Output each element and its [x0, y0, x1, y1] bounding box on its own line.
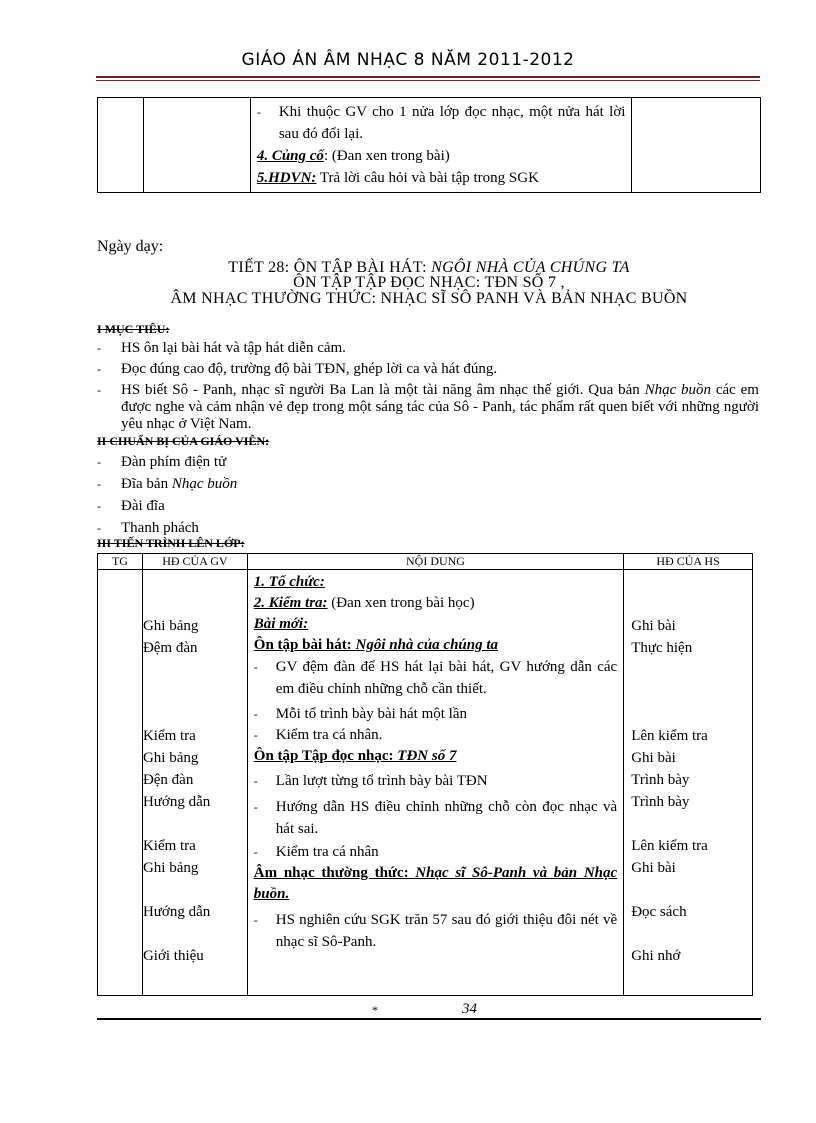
footer-rule	[97, 1018, 761, 1020]
page-header-title: GIÁO ÁN ÂM NHẠC 8 NĂM 2011-2012	[241, 50, 575, 70]
hs-entry: Ghi bài	[631, 750, 676, 766]
section-muc-tieu: I MỤC TIÊU:	[97, 322, 170, 336]
hs-entry: Lên kiểm tra	[631, 728, 708, 744]
header-rule	[96, 76, 760, 78]
lesson-title-line1: TIẾT 28: ÔN TẬP BÀI HÁT: NGÔI NHÀ CỦA CHÚNG TA	[228, 259, 630, 276]
am-nhac-thuong-thuc-label: Âm nhạc thường thức:	[253, 865, 416, 881]
page-number: 34	[462, 1001, 477, 1017]
item5-label: 5.HDVN:	[256, 170, 317, 186]
kiem-tra-text: (Đan xen trong bài học)	[327, 595, 475, 611]
tdn-number: TĐN số 7	[397, 748, 457, 764]
hs-entry: Ghi bài	[631, 860, 676, 876]
content-bullet: Lần lượt từng tổ trình bày bài TĐN	[275, 773, 488, 789]
item4-text: : (Đan xen trong bài)	[323, 148, 450, 164]
gv-entry: Giới thiệu	[142, 948, 204, 964]
gv-column	[142, 570, 247, 996]
gv-entry: Đệm đàn	[142, 640, 198, 656]
hs-entry: Thực hiện	[631, 640, 693, 656]
gv-entry: Ghi bảng	[142, 618, 199, 634]
hs-column	[624, 570, 753, 996]
hs-entry: Ghi nhớ	[631, 948, 681, 964]
chuan-bi-item: Đài đĩa	[121, 498, 165, 514]
section-tien-trinh: III TIẾN TRÌNH LÊN LỚP:	[97, 536, 245, 550]
gv-entry: Hướng dẫn	[142, 794, 211, 810]
bullet-icon: -	[256, 105, 261, 119]
content-column: 1. Tổ chức: 2. Kiểm tra: (Đan xen trong bài học) Bài mới: Ôn tập bài hát: Ngôi nhà của chúng ta - GV đệm đàn để HS hát lại bài hát, GV hướng dẫn các em điều chỉnh những chỗ cần thiết. - Mỗi tổ trình bày bài hát một lần - Kiểm tra cá nhân. Ôn tập Tập đọc nhạc: TĐN số 7 - Lần lượt từng tổ trình bày bài TĐN - Hướng dẫn HS điều chỉnh những chỗ còn đọc nhạc và hát sai. - Kiểm tra cá nhân Âm nhạc thường thức: Nhạc sĩ Sô-Panh và bản Nhạc buồn. - HS nghiên cứu SGK trăn 57 sau đó giới thiệu đôi nét về nhạc sĩ Sô-Panh.	[247, 570, 623, 996]
gv-entry: Hướng dẫn	[142, 904, 211, 920]
item5-text: Trả lời câu hỏi và bài tập trong SGK	[316, 170, 539, 186]
hs-entry: Lên kiểm tra	[631, 838, 708, 854]
chuan-bi-item: Đàn phím điện tử	[121, 454, 227, 470]
chuan-bi-item: Thanh phách	[121, 520, 199, 536]
continuation-table	[97, 97, 761, 193]
hs-entry: Đọc sách	[631, 904, 687, 920]
gv-entry: Kiểm tra	[142, 728, 196, 744]
muc-tieu-item: HS biết Sô - Panh, nhạc sĩ người Ba Lan là một tài năng âm nhạc thế giới. Qua bản Nhạc buồn các em được nghe và cảm nhận vẻ đẹp trong một sáng tác của Sô - Panh, tác phẩm rất quen biết với những người yêu nhạc ở Việt Nam.	[121, 382, 759, 432]
gv-entry: Đện đàn	[142, 772, 194, 788]
content-bullet: Kiểm tra cá nhân	[275, 844, 379, 860]
hs-entry: Trình bày	[631, 772, 690, 788]
content-bullet: GV đệm đàn để HS hát lại bài hát, GV hướng dẫn các em điều chỉnh những chỗ cần thiết.	[275, 659, 618, 697]
hs-entry: Trình bày	[631, 794, 690, 810]
kiem-tra-label: 2. Kiểm tra:	[253, 595, 328, 611]
content-bullet: HS nghiên cứu SGK trăn 57 sau đó giới thiệu đôi nét về nhạc sĩ Sô-Panh.	[275, 912, 618, 950]
header-rule-thin	[96, 80, 760, 81]
chuan-bi-item: Đĩa bản Nhạc buồn	[121, 476, 238, 492]
content-bullet: Mỗi tổ trình bày bài hát một lần	[275, 706, 468, 722]
bai-moi-label: Bài mới:	[253, 616, 309, 632]
section-chuan-bi: II CHUẨN BỊ CỦA GIÁO VIÊN:	[97, 434, 270, 448]
lesson-title-line2: ÔN TẬP TẬP ĐỌC NHẠC: TĐN SỐ 7 ,	[293, 274, 565, 291]
content-bullet: Hướng dẫn HS điều chỉnh những chỗ còn đọc nhạc và hát sai.	[275, 799, 618, 837]
am-nhac-thuong-thuc-topic: Nhạc sĩ Sô-Panh và bản Nhạc buồn.	[253, 865, 618, 902]
chuan-bi-list: - Đàn phím điện tử - Đĩa bản Nhạc buồn - Đài đĩa - Thanh phách	[97, 451, 759, 539]
continuation-content-cell	[250, 98, 632, 193]
gv-entry: Kiểm tra	[142, 838, 196, 854]
on-tap-tdn-label: Ôn tập Tập đọc nhạc:	[253, 748, 398, 764]
muc-tieu-item: HS ôn lại bài hát và tập hát diễn cảm.	[121, 340, 346, 356]
ngay-day-label: Ngày dạy:	[97, 238, 164, 255]
col-header-gv: HĐ CỦA GV	[142, 554, 247, 570]
lesson-title-line3: ÂM NHẠC THƯỜNG THỨC: NHẠC SĨ SÔ PANH VÀ BẢN NHẠC BUỒN	[170, 290, 688, 307]
muc-tieu-list: - HS ôn lại bài hát và tập hát diễn cảm. - Đọc đúng cao độ, trường độ bài TĐN, ghép lời ca và hát đúng. - HS biết Sô - Panh, nhạc sĩ người Ba Lan là một tài năng âm nhạc thế giới. Qua bản Nhạc buồn các em được nghe và cảm nhận vẻ đẹp trong một sáng tác của Sô - Panh, tác phẩm rất quen biết với những người yêu nhạc ở Việt Nam.	[97, 340, 759, 432]
col-header-nd: NỘI DUNG	[247, 554, 623, 570]
col-header-tg: TG	[98, 554, 143, 570]
hs-entry: Ghi bài	[631, 618, 676, 634]
muc-tieu-item: Đọc đúng cao độ, trường độ bài TĐN, ghép lời ca và hát đúng.	[121, 361, 498, 377]
song-name: Ngôi nhà của chúng ta	[355, 637, 499, 653]
col-header-hs: HĐ CỦA HS	[624, 554, 753, 570]
lesson-plan-table	[97, 553, 753, 996]
on-tap-bai-hat-label: Ôn tập bài hát:	[253, 637, 356, 653]
footer-star: *	[372, 1003, 378, 1017]
item4-label: 4. Củng cố	[256, 148, 324, 164]
to-chuc-label: 1. Tổ chức:	[253, 574, 325, 590]
gv-entry: Ghi bảng	[142, 750, 199, 766]
gv-entry: Ghi bảng	[142, 860, 199, 876]
content-bullet: Kiểm tra cá nhân.	[275, 727, 383, 743]
continuation-bullet: Khi thuộc GV cho 1 nửa lớp đọc nhạc, một nửa hát lời sau đó đổi lại.	[278, 104, 626, 142]
